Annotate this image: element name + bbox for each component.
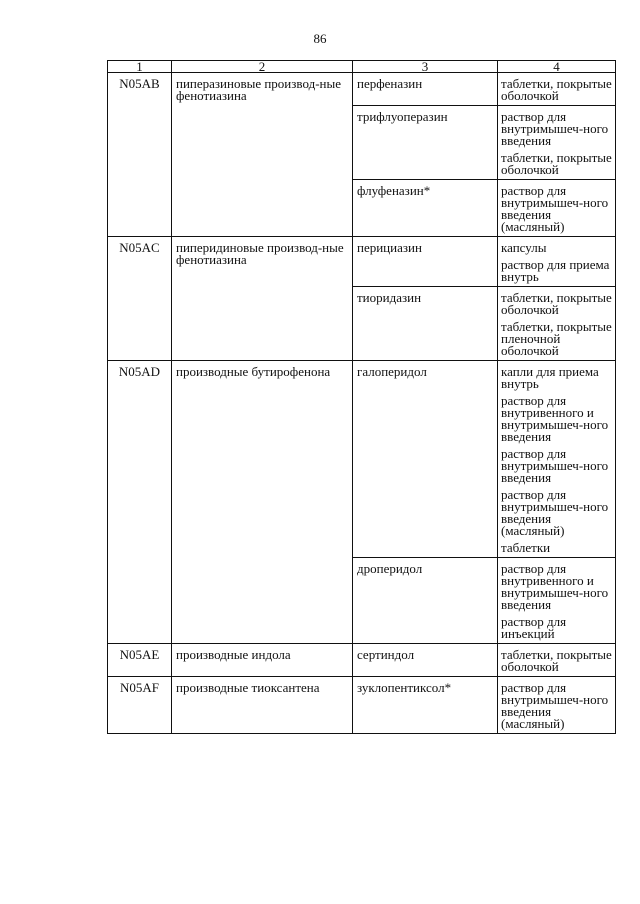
dosage-form: раствор для приема внутрь xyxy=(501,257,610,284)
group-name: производные тиоксантена xyxy=(172,677,353,734)
dosage-forms xyxy=(498,361,616,558)
dosage-form: раствор для внутримышеч-ного введения (масляный) xyxy=(501,183,609,234)
drug-name: перициазин xyxy=(353,237,498,287)
dosage-forms xyxy=(498,287,616,361)
table-row xyxy=(108,237,616,287)
dosage-form: капсулы xyxy=(501,240,547,255)
dosage-form: раствор для внутримышеч-ного введения xyxy=(501,446,609,485)
dosage-form: таблетки, покрытые оболочкой xyxy=(501,647,612,674)
atc-code: N05AF xyxy=(108,677,172,734)
drug-name: зуклопентиксол* xyxy=(353,677,498,734)
dosage-forms xyxy=(498,180,616,237)
group-name: пиперидиновые производ-ные фенотиазина xyxy=(172,237,353,361)
drug-name: перфеназин xyxy=(353,73,498,106)
table-row xyxy=(108,644,616,677)
page-number: 86 xyxy=(313,31,327,46)
dosage-form: раствор для внутривенного и внутримышеч-ного введения xyxy=(501,393,609,444)
table-row xyxy=(108,361,616,558)
header-col-3: 3 xyxy=(353,61,498,73)
atc-code: N05AE xyxy=(108,644,172,677)
table-row xyxy=(108,73,616,106)
dosage-forms xyxy=(498,644,616,677)
dosage-form: таблетки, покрытые оболочкой xyxy=(501,290,612,317)
header-col-2: 2 xyxy=(172,61,353,73)
group-name: производные индола xyxy=(172,644,353,677)
dosage-forms xyxy=(498,106,616,180)
dosage-form: раствор для внутримышеч-ного введения (масляный) xyxy=(501,680,609,731)
drug-name: сертиндол xyxy=(353,644,498,677)
drug-name: галоперидол xyxy=(353,361,498,558)
table-row xyxy=(108,677,616,734)
drug-name: дроперидол xyxy=(353,558,498,644)
header-col-1: 1 xyxy=(108,61,172,73)
dosage-forms xyxy=(498,73,616,106)
dosage-form: раствор для инъекций xyxy=(501,614,567,641)
drug-table xyxy=(107,60,616,734)
group-name: пиперазиновые производ-ные фенотиазина xyxy=(172,73,353,237)
drug-name: трифлуоперазин xyxy=(353,106,498,180)
dosage-form: раствор для внутримышеч-ного введения xyxy=(501,109,609,148)
header-col-4: 4 xyxy=(498,61,616,73)
dosage-form: раствор для внутримышеч-ного введения (масляный) xyxy=(501,487,609,538)
drug-name: тиоридазин xyxy=(353,287,498,361)
group-name: производные бутирофенона xyxy=(172,361,353,644)
dosage-form: таблетки, покрытые пленочной оболочкой xyxy=(501,319,612,358)
table-body xyxy=(108,73,616,734)
atc-code: N05AB xyxy=(108,73,172,237)
dosage-form: таблетки, покрытые оболочкой xyxy=(501,76,612,103)
atc-code: N05AC xyxy=(108,237,172,361)
dosage-form: капли для приема внутрь xyxy=(501,364,599,391)
dosage-form: таблетки, покрытые оболочкой xyxy=(501,150,612,177)
dosage-form: таблетки xyxy=(501,540,551,555)
atc-code: N05AD xyxy=(108,361,172,644)
dosage-forms xyxy=(498,677,616,734)
header-row xyxy=(108,61,616,73)
dosage-forms xyxy=(498,558,616,644)
dosage-forms xyxy=(498,237,616,287)
dosage-form: раствор для внутривенного и внутримышеч-ного введения xyxy=(501,561,609,612)
drug-name: флуфеназин* xyxy=(353,180,498,237)
